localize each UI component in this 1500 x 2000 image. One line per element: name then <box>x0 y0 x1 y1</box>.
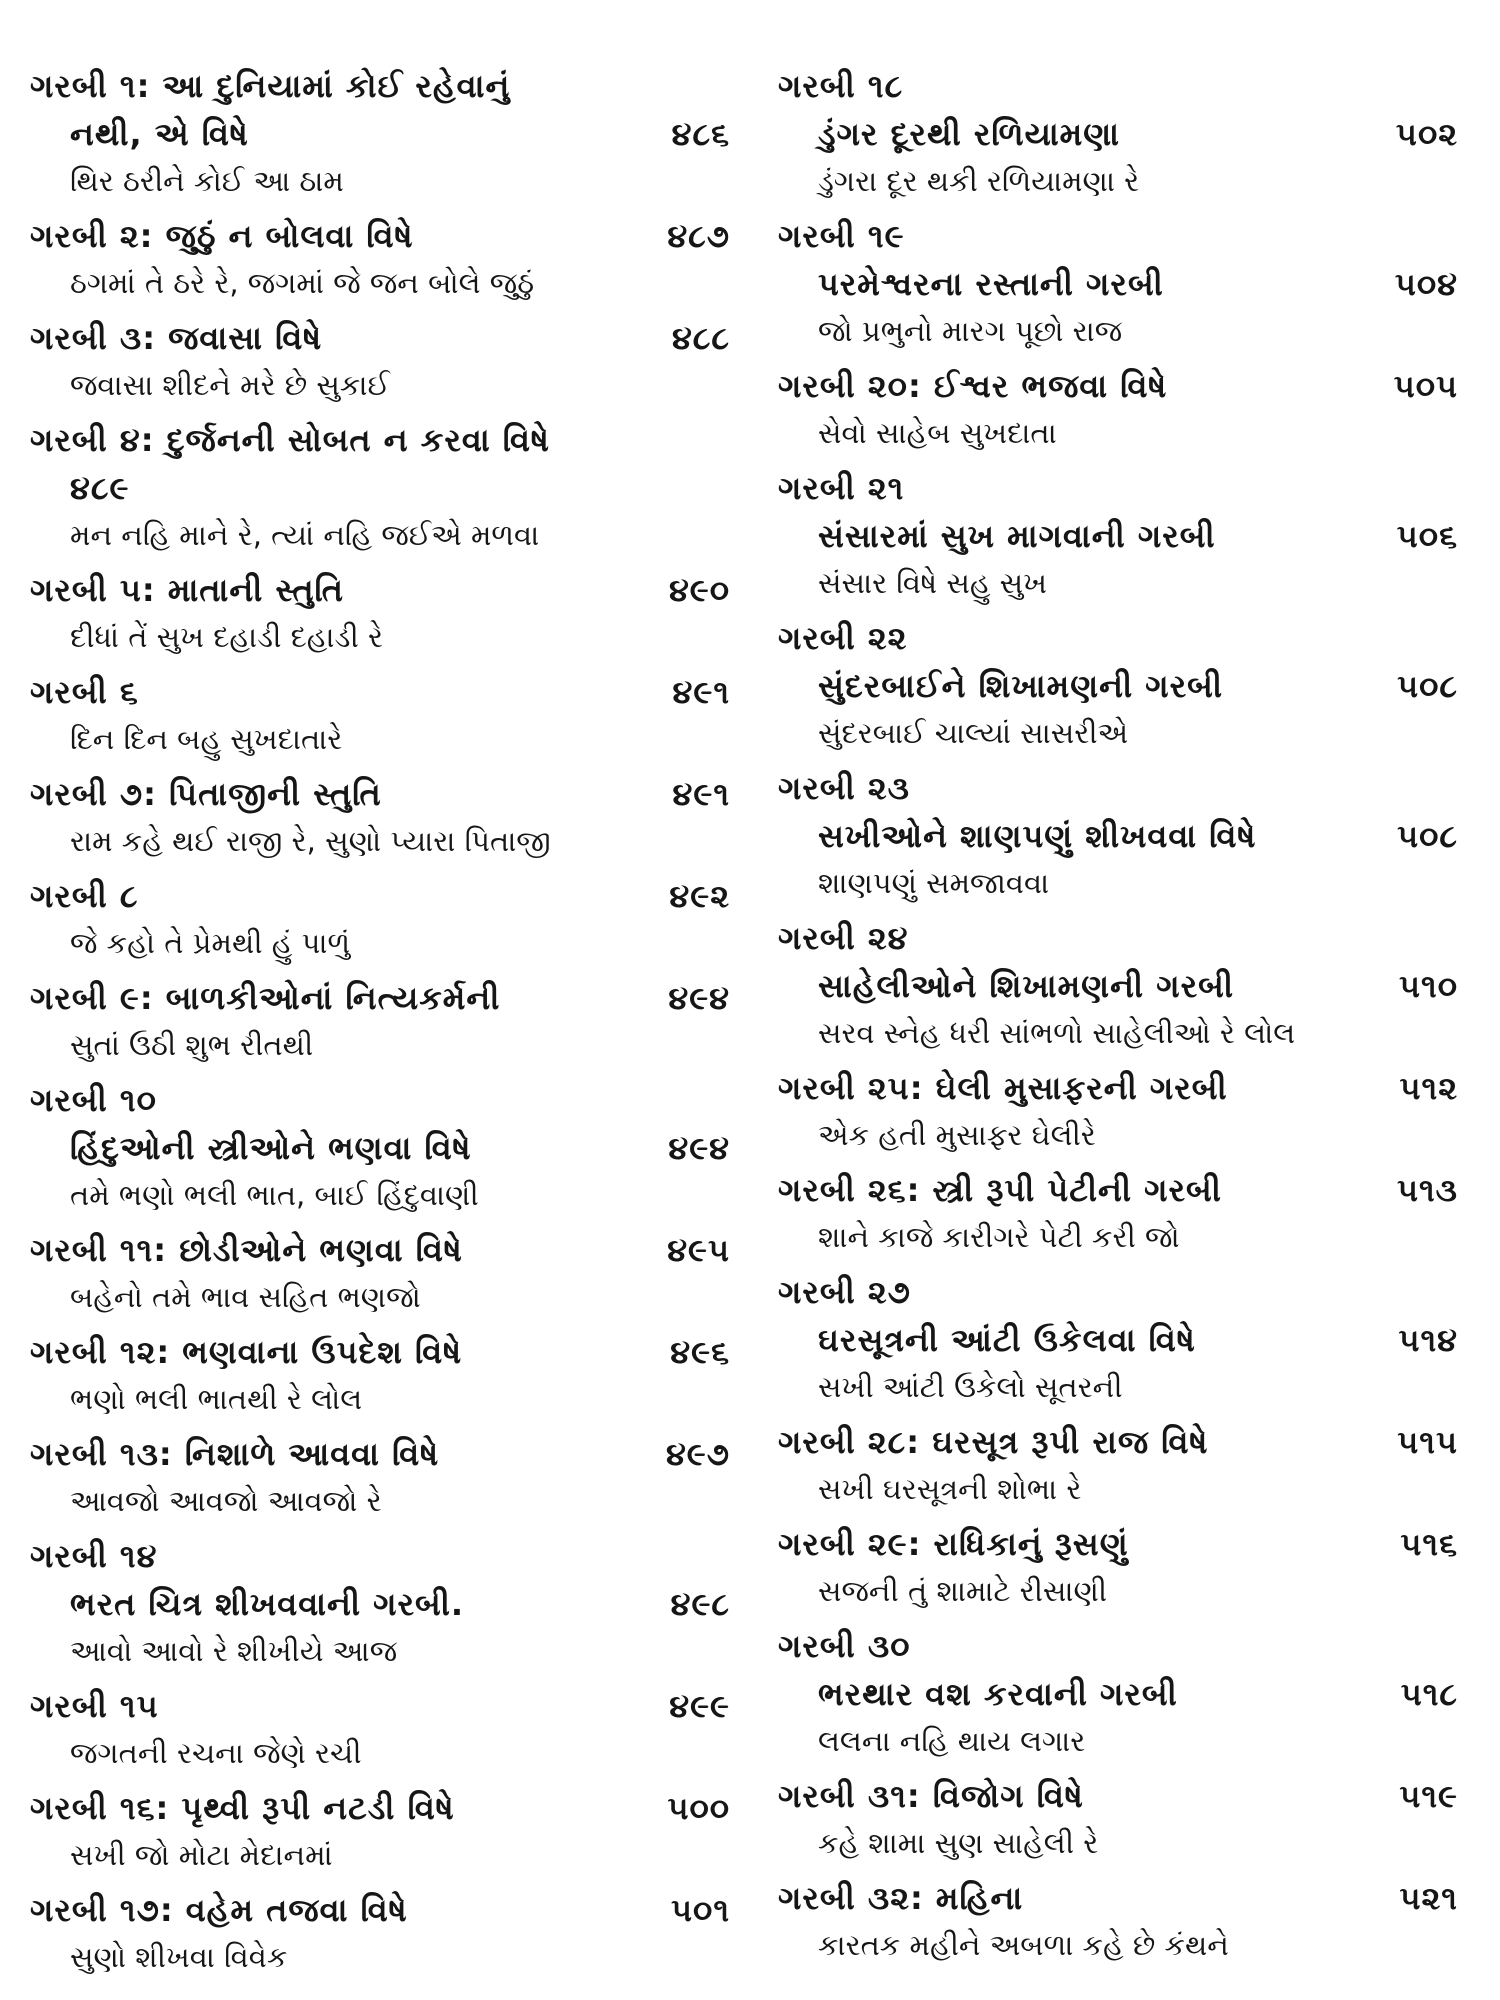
entry-first-line: લલના નહિ થાય લગાર <box>818 1724 1086 1758</box>
entry-title <box>778 662 1458 710</box>
entry-first-line: ભણો ભલી ભાતથી રે લોલ <box>70 1382 363 1416</box>
entry-heading-text: ગરબી ૨૯: રાધિકાનું રૂસણું <box>778 1525 1129 1563</box>
entry-heading <box>778 1418 1458 1466</box>
entry-first-line: સુતાં ઉઠી શુભ રીતથી <box>70 1028 314 1062</box>
entry-heading <box>30 1784 730 1832</box>
entry-first-line: મન નહિ માને રે, ત્યાં નહિ જઈએ મળવા <box>70 518 540 552</box>
entry-heading-text: ગરબી ૧૩: નિશાળે આવવા વિષે <box>30 1435 440 1473</box>
toc-entry <box>778 1772 1458 1866</box>
page-number: ૪૯૮ <box>670 1585 730 1623</box>
toc-entry <box>30 1328 730 1422</box>
page-number: ૫૧૦ <box>1399 967 1458 1005</box>
entry-heading <box>778 464 1458 512</box>
entry-heading <box>30 1328 730 1376</box>
toc-entry <box>30 1076 730 1218</box>
entry-first-line: ડુંગરા દૂર થકી રળિયામણા રે <box>818 164 1140 198</box>
entry-heading-text: ગરબી ૩૨: મહિના <box>778 1879 1024 1917</box>
entry-heading <box>778 1772 1458 1820</box>
toc-entry <box>30 668 730 762</box>
entry-first-line: શાને કાજે કારીગરે પેટી કરી જો <box>818 1220 1180 1254</box>
toc-entry <box>30 314 730 408</box>
entry-first-line: સખી ઘરસૂત્રની શોભા રે <box>818 1472 1082 1506</box>
entry-heading-text: ગરબી ૧૬: પૃથ્વી રૂપી નટડી વિષે <box>30 1789 455 1827</box>
page-number: ૪૯૬ <box>670 1333 730 1371</box>
entry-title <box>30 1580 730 1628</box>
page-number: ૫૦૮ <box>1397 817 1458 855</box>
page-number: ૪૯૫ <box>667 1231 730 1269</box>
entry-first-line: આવજો આવજો આવજો રે <box>70 1484 382 1518</box>
entry-heading-text: ગરબી ૮ <box>30 877 139 915</box>
entry-heading <box>30 770 730 818</box>
entry-heading <box>778 62 1458 110</box>
entry-heading <box>778 1874 1458 1922</box>
page-number: ૫૨૧ <box>1399 1879 1458 1917</box>
toc-entry <box>778 1166 1458 1260</box>
toc-entry <box>778 362 1458 456</box>
page-number: ૫૦૪ <box>1394 265 1458 303</box>
entry-heading-continued-text: નથી, એ વિષે <box>70 115 249 153</box>
entry-title-text: ભરથાર વશ કરવાની ગરબી <box>818 1675 1178 1713</box>
entry-heading-text: ગરબી ૩૧: વિજોગ વિષે <box>778 1777 1084 1815</box>
toc-entry <box>30 1784 730 1878</box>
entry-heading <box>778 1622 1458 1670</box>
page-number: ૫૧૪ <box>1398 1321 1458 1359</box>
toc-entry <box>30 1886 730 1980</box>
page-number: ૪૯૧ <box>672 673 730 711</box>
entry-heading <box>30 566 730 614</box>
entry-heading-text: ગરબી ૨: જુઠું ન બોલવા વિષે <box>30 217 414 255</box>
page-number: ૫૧૩ <box>1396 1171 1458 1209</box>
entry-first-line: આવો આવો રે શીખીયે આજ <box>70 1634 398 1668</box>
toc-entry <box>30 1430 730 1524</box>
entry-first-line: સેવો સાહેબ સુખદાતા <box>818 416 1057 450</box>
toc-entry <box>30 1682 730 1776</box>
page-number: ૪૮૬ <box>671 115 730 153</box>
entry-heading-continued <box>30 110 730 158</box>
entry-title <box>778 110 1458 158</box>
entry-heading-text: ગરબી ૬ <box>30 673 139 711</box>
page-number: ૫૧૨ <box>1399 1069 1458 1107</box>
entry-heading-text: ગરબી ૯: બાળકીઓનાં નિત્યકર્મની <box>30 979 501 1017</box>
toc-entry <box>778 1418 1458 1512</box>
entry-heading-text: ગરબી ૨૨ <box>778 619 908 657</box>
entry-heading <box>30 1886 730 1934</box>
toc-entry <box>30 566 730 660</box>
page-number: ૪૮૭ <box>667 217 730 255</box>
toc-entry <box>30 974 730 1068</box>
entry-first-line: શાણપણું સમજાવવા <box>818 866 1050 900</box>
entry-heading-text: ગરબી ૨૮: ઘરસૂત્ર રૂપી રાજ વિષે <box>778 1423 1209 1461</box>
toc-entry <box>778 464 1458 606</box>
toc-entry <box>778 1268 1458 1410</box>
entry-title-text: ઘરસૂત્રની આંટી ઉકેલવા વિષે <box>818 1321 1196 1359</box>
entry-heading-text: ગરબી ૩: જવાસા વિષે <box>30 319 323 357</box>
page-number: ૫૦૬ <box>1396 517 1458 555</box>
toc-entry <box>778 914 1458 1056</box>
entry-first-line: જે કહો તે પ્રેમથી હું પાળું <box>70 926 351 960</box>
entry-first-line: થિર ઠરીને કોઈ આ ઠામ <box>70 164 344 198</box>
entry-heading-text: ગરબી ૧૨: ભણવાના ઉપદેશ વિષે <box>30 1333 463 1371</box>
entry-title-text: સુંદરબાઈને શિખામણની ગરબી <box>818 667 1224 705</box>
entry-heading <box>778 764 1458 812</box>
entry-heading-text: ગરબી ૩૦ <box>778 1627 911 1665</box>
entry-title-text: ડુંગર દૂરથી રળિયામણા <box>818 115 1121 153</box>
toc-entry <box>778 764 1458 906</box>
entry-first-line: ઠગમાં તે ઠરે રે, જગમાં જે જન બોલે જુઠું <box>70 266 535 300</box>
entry-heading <box>30 62 730 110</box>
entry-heading-text: ગરબી ૨૭ <box>778 1273 911 1311</box>
entry-heading <box>778 212 1458 260</box>
toc-entry <box>778 1874 1458 1968</box>
toc-entry <box>778 1622 1458 1764</box>
page-number: ૪૯૪ <box>668 979 730 1017</box>
entry-title-text: સંસારમાં સુખ માગવાની ગરબી <box>818 517 1216 555</box>
entry-heading-text: ગરબી ૧૫ <box>30 1687 159 1725</box>
page-number: ૪૯૨ <box>669 877 730 915</box>
toc-entry <box>778 614 1458 756</box>
entry-title <box>778 1316 1458 1364</box>
entry-title <box>778 812 1458 860</box>
page-number: ૫૦૦ <box>667 1789 730 1827</box>
entry-first-line: સખી આંટી ઉકેલો સૂતરની <box>818 1370 1123 1404</box>
entry-heading <box>778 1166 1458 1214</box>
entry-heading <box>30 416 730 464</box>
entry-title-text: હિંદુઓની સ્ત્રીઓને ભણવા વિષે <box>70 1129 472 1167</box>
entry-first-line: રામ કહે થઈ રાજી રે, સુણો પ્યારા પિતાજી <box>70 824 551 858</box>
toc-entry <box>778 62 1458 204</box>
entry-first-line: દિન દિન બહુ સુખદાતારે <box>70 722 343 756</box>
toc-entry <box>778 1064 1458 1158</box>
entry-first-line: સુણો શીખવા વિવેક <box>70 1940 288 1974</box>
entry-heading <box>778 914 1458 962</box>
entry-title-text: સખીઓને શાણપણું શીખવવા વિષે <box>818 817 1257 855</box>
entry-heading <box>30 668 730 716</box>
entry-first-line: જગતની રચના જેણે રચી <box>70 1736 362 1770</box>
entry-heading <box>778 614 1458 662</box>
page-number: ૪૯૯ <box>669 1687 730 1725</box>
entry-title <box>30 1124 730 1172</box>
entry-heading-continued <box>30 464 730 512</box>
toc-entry <box>30 1532 730 1674</box>
entry-first-line: સજની તું શામાટે રીસાણી <box>818 1574 1108 1608</box>
entry-heading-text: ગરબી ૧: આ દુનિયામાં કોઈ રહેવાનું <box>30 67 511 105</box>
entry-heading-text: ગરબી ૨૦: ઈશ્વર ભજવા વિષે <box>778 367 1168 405</box>
entry-heading <box>30 872 730 920</box>
entry-heading <box>30 1682 730 1730</box>
toc-entry <box>778 1520 1458 1614</box>
page-number: ૫૦૫ <box>1393 367 1458 405</box>
page-number: ૫૧૯ <box>1399 1777 1458 1815</box>
entry-heading-text: ગરબી ૧૭: વહેમ તજવા વિષે <box>30 1891 408 1929</box>
entry-heading <box>778 1064 1458 1112</box>
toc-entry <box>30 872 730 966</box>
entry-heading <box>30 974 730 1022</box>
entry-heading <box>778 362 1458 410</box>
page-number: ૪૯૧ <box>672 775 730 813</box>
page-number: ૫૧૬ <box>1400 1525 1458 1563</box>
entry-first-line: સખી જો મોટા મેદાનમાં <box>70 1838 333 1872</box>
toc-entry <box>778 212 1458 354</box>
entry-title <box>778 512 1458 560</box>
entry-first-line: કારતક મહીને અબળા કહે છે કંથને <box>818 1928 1229 1962</box>
entry-heading <box>778 1268 1458 1316</box>
entry-first-line: દીધાં તેં સુખ દહાડી દહાડી રે <box>70 620 383 654</box>
page-number: ૪૯૭ <box>665 1435 730 1473</box>
entry-heading-text: ગરબી ૧૧: છોડીઓને ભણવા વિષે <box>30 1231 463 1269</box>
entry-title <box>778 1670 1458 1718</box>
toc-left-column <box>30 62 730 1988</box>
entry-title-text: સાહેલીઓને શિખામણની ગરબી <box>818 967 1234 1005</box>
page-number: ૫૦૧ <box>671 1891 730 1929</box>
page-number: ૫૧૫ <box>1397 1423 1458 1461</box>
entry-heading-text: ગરબી ૨૬: સ્ત્રી રૂપી પેટીની ગરબી <box>778 1171 1222 1209</box>
entry-heading <box>30 314 730 362</box>
entry-heading <box>30 1076 730 1124</box>
toc-entry <box>30 62 730 204</box>
entry-first-line: એક હતી મુસાફર ઘેલીરે <box>818 1118 1096 1152</box>
entry-heading-text: ગરબી ૧૦ <box>30 1081 157 1119</box>
entry-heading-text: ગરબી ૧૮ <box>778 67 904 105</box>
entry-first-line: બહેનો તમે ભાવ સહિત ભણજો <box>70 1280 421 1314</box>
entry-heading <box>30 212 730 260</box>
entry-heading <box>30 1532 730 1580</box>
toc-right-column <box>778 62 1458 1976</box>
page-number: ૫૦૮ <box>1397 667 1458 705</box>
entry-heading <box>778 1520 1458 1568</box>
entry-heading-text: ગરબી ૨૧ <box>778 469 905 507</box>
page-number: ૫૦૨ <box>1395 115 1458 153</box>
toc-entry <box>30 212 730 306</box>
entry-first-line: કહે શામા સુણ સાહેલી રે <box>818 1826 1099 1860</box>
entry-heading-text: ગરબી ૨૫: ઘેલી મુસાફરની ગરબી <box>778 1069 1228 1107</box>
entry-heading <box>30 1430 730 1478</box>
entry-heading-text: ગરબી ૨૩ <box>778 769 910 807</box>
entry-heading-text: ગરબી ૭: પિતાજીની સ્તુતિ <box>30 775 382 813</box>
entry-title-text: પરમેશ્વરના રસ્તાની ગરબી <box>818 265 1164 303</box>
page-number: ૪૮૮ <box>671 319 730 357</box>
entry-first-line: સુંદરબાઈ ચાલ્યાં સાસરીએ <box>818 716 1129 750</box>
entry-heading-continued-text: ૪૮૯ <box>70 469 130 507</box>
entry-first-line: જવાસા શીદને મરે છે સુકાઈ <box>70 368 390 402</box>
entry-heading-text: ગરબી ૧૪ <box>30 1537 158 1575</box>
entry-first-line: સરવ સ્નેહ ધરી સાંભળો સાહેલીઓ રે લોલ <box>818 1016 1296 1050</box>
entry-heading <box>30 1226 730 1274</box>
toc-entry <box>30 770 730 864</box>
entry-title <box>778 962 1458 1010</box>
entry-first-line: જો પ્રભુનો મારગ પૂછો રાજ <box>818 314 1123 348</box>
entry-heading-text: ગરબી ૪: દુર્જનની સોબત ન કરવા વિષે <box>30 421 550 459</box>
entry-title-text: ભરત ચિત્ર શીખવવાની ગરબી. <box>70 1585 465 1623</box>
toc-entry <box>30 416 730 558</box>
entry-title <box>778 260 1458 308</box>
entry-heading-text: ગરબી ૨૪ <box>778 919 909 957</box>
entry-first-line: તમે ભણો ભલી ભાત, બાઈ હિંદુવાણી <box>70 1178 479 1212</box>
page-number: ૫૧૮ <box>1400 1675 1458 1713</box>
entry-heading-text: ગરબી ૧૯ <box>778 217 905 255</box>
page-number: ૪૯૦ <box>668 571 730 609</box>
entry-first-line: સંસાર વિષે સહુ સુખ <box>818 566 1048 600</box>
entry-heading-text: ગરબી ૫: માતાની સ્તુતિ <box>30 571 344 609</box>
page-number: ૪૯૪ <box>668 1129 730 1167</box>
toc-entry <box>30 1226 730 1320</box>
